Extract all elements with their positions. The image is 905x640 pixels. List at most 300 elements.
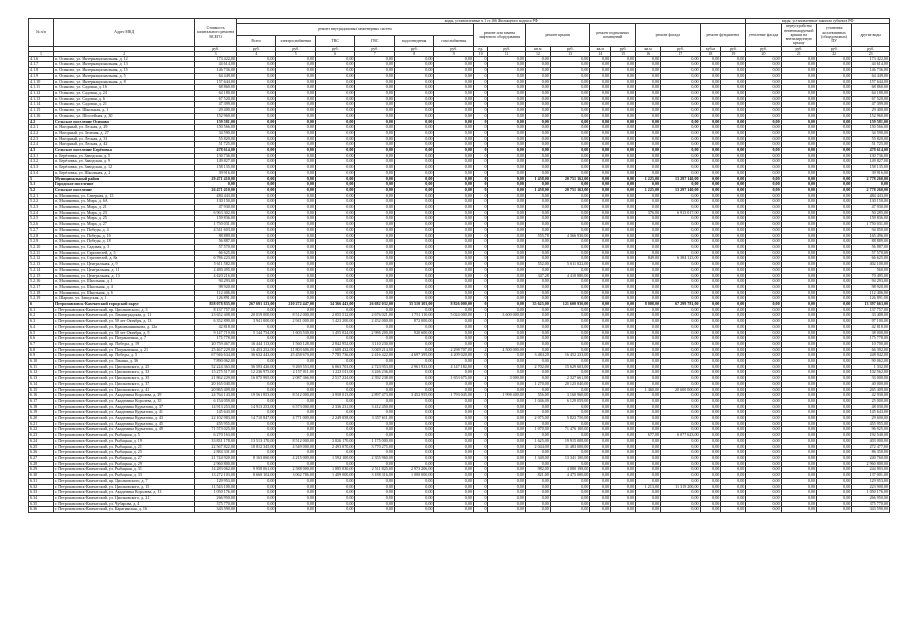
value-cell: 0,00 (236, 108, 276, 114)
value-cell: 0,00 (781, 404, 816, 410)
value-cell: 0,00 (590, 262, 611, 268)
value-cell: 0,00 (590, 113, 611, 119)
value-cell: 0,00 (434, 279, 474, 285)
value-cell: 26 682 032,00 (355, 302, 395, 308)
value-cell: 267 691 123,00 (236, 302, 276, 308)
address-cell: п. Малиновка, ул. Мира, д. 23 (53, 210, 194, 216)
value-cell: 0 (473, 387, 488, 393)
value-cell: 0,00 (525, 290, 550, 296)
value-cell: 343 590,00 (852, 507, 890, 513)
row-number-cell: 6.8 (29, 347, 54, 353)
value-cell: 0,00 (721, 490, 746, 496)
row-number-cell: 6.6 (29, 336, 54, 342)
address-cell: п. Берёзовка, ул. Школьная, д. 2 (53, 170, 194, 176)
value-cell: 0,00 (590, 267, 611, 273)
address-cell: г. Петропавловск-Камчатский, ул. Пограничная, д. 21 (53, 347, 194, 353)
value-cell: 0,00 (590, 416, 611, 422)
value-cell: 0,00 (781, 364, 816, 370)
value-cell: 0,00 (276, 427, 316, 433)
value-cell: 0,00 (394, 159, 434, 165)
value-cell: 0,00 (781, 273, 816, 279)
value-cell: 0,00 (590, 148, 611, 154)
value-cell: 0,00 (394, 136, 434, 142)
col-cost-header: Стоимость капитального ремонта ВСЕГО (195, 19, 237, 47)
value-cell: 4 080 198,00 (550, 467, 590, 473)
value-cell: 0,00 (781, 438, 816, 444)
value-cell: 0,00 (746, 490, 781, 496)
value-cell: 0,00 (611, 501, 636, 507)
value-cell: 0,00 (636, 85, 661, 91)
value-cell: 2 884 331,00 (195, 450, 237, 456)
value-cell: 0,00 (721, 364, 746, 370)
value-cell: 0,00 (817, 262, 852, 268)
value-cell: 0,00 (355, 450, 395, 456)
value-cell: 0,00 (817, 387, 852, 393)
value-cell: 0,00 (746, 148, 781, 154)
value-cell: 0,00 (721, 182, 746, 188)
value-cell: 2 075,00 (525, 416, 550, 422)
value-cell: 0,00 (611, 79, 636, 85)
row-number-cell: 5.2 (29, 187, 54, 193)
value-cell: 0,00 (746, 227, 781, 233)
value-cell: 0,00 (315, 490, 355, 496)
value-cell: 0,00 (661, 159, 701, 165)
value-cell: 0,00 (394, 290, 434, 296)
value-cell: 0,00 (721, 199, 746, 205)
value-cell: 0,00 (700, 233, 721, 239)
row-number-cell: 5.2.9 (29, 239, 54, 245)
value-cell: 25 000,00 (852, 398, 890, 404)
group-federal-header: виды, установленные ч.1 ст.166 Жилищного кодекса РФ (236, 19, 745, 24)
value-cell: 0,00 (700, 148, 721, 154)
value-cell: 0,00 (434, 165, 474, 171)
value-cell: 0,00 (700, 125, 721, 131)
value-cell: 0,00 (434, 170, 474, 176)
value-cell: 0,00 (721, 170, 746, 176)
value-cell: 0 (473, 273, 488, 279)
value-cell: 0,00 (611, 296, 636, 302)
value-cell: 0,00 (276, 113, 316, 119)
value-cell: 20 125 040,00 (550, 381, 590, 387)
value-cell: 159 581,00 (195, 119, 237, 125)
value-cell: 0,00 (611, 227, 636, 233)
value-cell: 3 062 786,00 (276, 473, 316, 479)
value-cell: 25 467 229,00 (195, 347, 237, 353)
value-cell: 0,00 (525, 102, 550, 108)
value-cell: 0,00 (394, 142, 434, 148)
value-cell: 0,00 (355, 73, 395, 79)
value-cell: 0,00 (611, 170, 636, 176)
value-cell: 2 778 260,00 (852, 187, 890, 193)
value-cell: 5 611 582,00 (195, 262, 237, 268)
value-cell: 0,00 (590, 153, 611, 159)
value-cell: 0,00 (355, 210, 395, 216)
value-cell: 0,00 (721, 250, 746, 256)
value-cell: 2 973 206,00 (394, 467, 434, 473)
value-cell: 0,00 (781, 79, 816, 85)
value-cell: 0,00 (488, 427, 525, 433)
value-cell: 0,00 (781, 170, 816, 176)
row-number-cell: 4.3 (29, 148, 54, 154)
value-cell: 0,00 (590, 364, 611, 370)
value-cell: 4 410 880,00 (550, 273, 590, 279)
value-cell: 0,00 (434, 461, 474, 467)
address-cell: г. Петропавловск-Камчатский, ул. Рыбацкая, д. 27 (53, 456, 194, 462)
value-cell: 0,00 (394, 244, 434, 250)
value-cell: 0,00 (746, 421, 781, 427)
value-cell: 0,00 (488, 79, 525, 85)
value-cell: 1 340,00 (525, 456, 550, 462)
value-cell: 0,00 (434, 73, 474, 79)
col-lift-header: ремонт или замена лифтового оборудования (473, 24, 525, 46)
address-cell: г. Петропавловск-Камчатский, ул. Циолковского, д. 15 (53, 484, 194, 490)
value-cell: 0 (473, 142, 488, 148)
value-cell: 0,00 (488, 176, 525, 182)
row-number-cell: 6.7 (29, 341, 54, 347)
value-cell: 0,00 (781, 376, 816, 382)
value-cell: 0,00 (721, 284, 746, 290)
value-cell: 44 614,00 (852, 62, 890, 68)
value-cell: 0,00 (700, 416, 721, 422)
value-cell: 0,00 (550, 119, 590, 125)
value-cell: 0,00 (721, 165, 746, 171)
value-cell: 0,00 (746, 125, 781, 131)
column-index-cell: 3 (195, 51, 237, 56)
value-cell: 16 444 113,00 (236, 341, 276, 347)
value-cell: 1 070,00 (525, 427, 550, 433)
value-cell: 0,00 (611, 484, 636, 490)
value-cell: 272 477,00 (852, 444, 890, 450)
value-cell: 0,00 (590, 130, 611, 136)
value-cell: 0,00 (590, 450, 611, 456)
value-cell: 0,00 (636, 216, 661, 222)
value-cell: 0,00 (817, 416, 852, 422)
value-cell: 0,00 (817, 336, 852, 342)
value-cell: 8 660 102,00 (236, 473, 276, 479)
unit-cell: руб. (611, 46, 636, 51)
value-cell: 2 336 231,00 (315, 404, 355, 410)
value-cell: 0,00 (611, 205, 636, 211)
value-cell: 42 930,00 (852, 393, 890, 399)
value-cell: 94 293,00 (195, 279, 237, 285)
value-cell: 0,00 (434, 273, 474, 279)
value-cell: 0,00 (746, 91, 781, 97)
value-cell: 0,00 (817, 239, 852, 245)
value-cell: 0,00 (746, 341, 781, 347)
value-cell: 0,00 (746, 484, 781, 490)
value-cell: 13 297 140,00 (661, 176, 701, 182)
address-cell: г. Петропавловск-Камчатский, ул. Рыбацкая, д. 21 (53, 444, 194, 450)
value-cell: 0 (473, 125, 488, 131)
row-number-cell: 6.20 (29, 416, 54, 422)
value-cell: 2 249 058,00 (315, 416, 355, 422)
value-cell: 0,00 (355, 495, 395, 501)
value-cell: 0,00 (781, 387, 816, 393)
value-cell: 29 471 410,00 (195, 176, 237, 182)
value-cell: 0,00 (394, 79, 434, 85)
value-cell: 0,00 (434, 68, 474, 74)
value-cell: 0,00 (817, 507, 852, 513)
value-cell: 0,00 (721, 393, 746, 399)
value-cell: 0,00 (661, 91, 701, 97)
value-cell: 0,00 (700, 302, 721, 308)
value-cell: 0,00 (636, 341, 661, 347)
value-cell: 4 771 000,00 (276, 416, 316, 422)
value-cell: 0,00 (525, 216, 550, 222)
value-cell: 0,00 (781, 153, 816, 159)
value-cell: 0,00 (590, 176, 611, 182)
value-cell: 0,00 (525, 387, 550, 393)
value-cell: 0,00 (700, 182, 721, 188)
value-cell: 0,00 (550, 153, 590, 159)
value-cell: 0,00 (661, 336, 701, 342)
value-cell: 0,00 (236, 142, 276, 148)
value-cell: 0,00 (746, 398, 781, 404)
value-cell: 0,00 (590, 85, 611, 91)
value-cell: 0,00 (590, 490, 611, 496)
value-cell: 71 476 100,00 (550, 427, 590, 433)
value-cell: 0,00 (276, 205, 316, 211)
value-cell: 0,00 (488, 113, 525, 119)
value-cell: 0,00 (488, 222, 525, 228)
row-number-cell: 6.10 (29, 359, 54, 365)
value-cell: 0,00 (590, 507, 611, 513)
value-cell: 0,00 (276, 165, 316, 171)
value-cell: 13 297 140,00 (661, 187, 701, 193)
value-cell: 0,00 (636, 336, 661, 342)
value-cell: 0,00 (525, 222, 550, 228)
value-cell: 0,00 (852, 182, 890, 188)
value-cell: 0,00 (236, 398, 276, 404)
value-cell: 6 270 163,00 (195, 433, 237, 439)
value-cell: 0,00 (590, 484, 611, 490)
value-cell: 0,00 (355, 91, 395, 97)
value-cell: 0,00 (550, 68, 590, 74)
value-cell: 0,00 (817, 56, 852, 62)
value-cell: 0,00 (700, 433, 721, 439)
value-cell: 0,00 (746, 108, 781, 114)
value-cell: 0,00 (394, 210, 434, 216)
value-cell: 0,00 (636, 244, 661, 250)
value-cell: 3 160 960,00 (550, 393, 590, 399)
value-cell: 0,00 (781, 62, 816, 68)
value-cell: 0,00 (611, 119, 636, 125)
value-cell: 0 (473, 490, 488, 496)
address-cell: Сельское поселение Берёзовка (53, 148, 194, 154)
value-cell: 0,00 (746, 507, 781, 513)
value-cell: 0,00 (661, 359, 701, 365)
value-cell: 0,00 (817, 222, 852, 228)
value-cell: 0,00 (611, 130, 636, 136)
value-cell: 6 352 899,00 (195, 319, 237, 325)
value-cell: 2 055 512,00 (315, 313, 355, 319)
value-cell: 0,00 (315, 108, 355, 114)
value-cell: 0,00 (276, 68, 316, 74)
value-cell: 158 135,00 (195, 165, 237, 171)
col-heat-header: ТВС (315, 35, 355, 46)
value-cell: 0,00 (611, 347, 636, 353)
value-cell: 0,00 (236, 102, 276, 108)
value-cell: 0,00 (590, 62, 611, 68)
value-cell: 0,00 (817, 359, 852, 365)
value-cell: 0,00 (276, 244, 316, 250)
value-cell: 0,00 (315, 176, 355, 182)
value-cell: 0,00 (611, 507, 636, 513)
value-cell: 70 495,00 (852, 273, 890, 279)
value-cell: 14 913 253,00 (195, 404, 237, 410)
value-cell: 67 520,00 (852, 96, 890, 102)
value-cell: 0,00 (661, 370, 701, 376)
value-cell: 0,00 (550, 56, 590, 62)
value-cell: 0,00 (721, 313, 746, 319)
value-cell: 0,00 (721, 438, 746, 444)
value-cell: 0,00 (525, 450, 550, 456)
row-number-cell: 4.1.6 (29, 56, 54, 62)
value-cell: 0,00 (525, 205, 550, 211)
value-cell: 0,00 (746, 205, 781, 211)
value-cell: 0,00 (315, 421, 355, 427)
value-cell: 0,00 (721, 142, 746, 148)
value-cell: 2 087 366,00 (276, 376, 316, 382)
value-cell: 0,00 (636, 73, 661, 79)
value-cell: 0,00 (434, 193, 474, 199)
value-cell: 0,00 (315, 262, 355, 268)
value-cell: 0,00 (590, 210, 611, 216)
value-cell: 0,00 (525, 182, 550, 188)
value-cell: 0,00 (355, 199, 395, 205)
value-cell: 1 225,00 (636, 176, 661, 182)
value-cell: 64 449,00 (195, 73, 237, 79)
value-cell: 0,00 (661, 205, 701, 211)
value-cell: 2 842 952,00 (315, 341, 355, 347)
value-cell: 0,00 (781, 444, 816, 450)
value-cell: 849,00 (636, 256, 661, 262)
value-cell: 0,00 (434, 484, 474, 490)
value-cell: 0,00 (636, 410, 661, 416)
value-cell: 0,00 (721, 210, 746, 216)
value-cell: 0,00 (781, 501, 816, 507)
value-cell: 68 860,00 (852, 85, 890, 91)
value-cell: 0,00 (661, 244, 701, 250)
value-cell: 0,00 (276, 102, 316, 108)
row-number-cell: 4.3.1 (29, 153, 54, 159)
value-cell: 1 653 675,00 (434, 376, 474, 382)
value-cell: 0,00 (394, 273, 434, 279)
value-cell: 0,00 (661, 450, 701, 456)
value-cell: 19 915 008,00 (550, 438, 590, 444)
value-cell: 0,00 (276, 307, 316, 313)
value-cell: 0,00 (781, 427, 816, 433)
value-cell: 0,00 (746, 165, 781, 171)
value-cell: 0,00 (236, 227, 276, 233)
value-cell: 0,00 (488, 62, 525, 68)
value-cell: 0,00 (525, 507, 550, 513)
value-cell: 0,00 (355, 284, 395, 290)
value-cell: 0,00 (276, 85, 316, 91)
value-cell: 0,00 (236, 165, 276, 171)
value-cell: 0,00 (590, 182, 611, 188)
value-cell: 9 269 553,00 (276, 364, 316, 370)
address-cell: п. Берёзовка, ул. Заводская, д. 12 (53, 165, 194, 171)
value-cell: 0,00 (355, 193, 395, 199)
value-cell: 0,00 (236, 262, 276, 268)
value-cell: 1 423 200,00 (315, 319, 355, 325)
value-cell: 0,00 (781, 108, 816, 114)
value-cell: 2 044,00 (525, 444, 550, 450)
value-cell: 0,00 (550, 216, 590, 222)
row-number-cell: 6.19 (29, 410, 54, 416)
value-cell: 1 223 011,00 (315, 370, 355, 376)
address-cell: п. Малиновка, ул. Победы, д. 4 (53, 227, 194, 233)
row-number-cell: 6.36 (29, 507, 54, 513)
value-cell: 0 (473, 324, 488, 330)
value-cell: 0,00 (434, 119, 474, 125)
value-cell: 0,00 (550, 165, 590, 171)
address-cell: г. Петропавловск-Камчатский, ул. Академика Курчатова, д. 49 (53, 427, 194, 433)
value-cell: 0,00 (394, 347, 434, 353)
value-cell: 51 725,00 (852, 142, 890, 148)
value-cell: 0,00 (661, 467, 701, 473)
value-cell: 0,00 (525, 108, 550, 114)
value-cell: 0,00 (746, 427, 781, 433)
value-cell: 0 (473, 410, 488, 416)
value-cell: 0,00 (781, 302, 816, 308)
value-cell: 0 (473, 290, 488, 296)
value-cell: 0,00 (746, 319, 781, 325)
value-cell: 0,00 (781, 176, 816, 182)
value-cell: 0,00 (525, 370, 550, 376)
address-cell: п. Нагорный, ул. Лесная, д. 42 (53, 142, 194, 148)
value-cell: 266 950,00 (195, 495, 237, 501)
value-cell: 8 008,00 (636, 302, 661, 308)
value-cell: 0,00 (315, 119, 355, 125)
value-cell: 0,00 (700, 102, 721, 108)
value-cell: 0,00 (355, 490, 395, 496)
value-cell: 0,00 (700, 290, 721, 296)
value-cell: 0,00 (276, 290, 316, 296)
value-cell: 0,00 (488, 359, 525, 365)
value-cell: 11 803 606,00 (276, 347, 316, 353)
value-cell: 0,00 (700, 96, 721, 102)
row-number-cell: 6 (29, 302, 54, 308)
value-cell: 0,00 (661, 495, 701, 501)
value-cell: 0,00 (276, 142, 316, 148)
row-number-cell: 6.15 (29, 387, 54, 393)
value-cell: 0,00 (781, 456, 816, 462)
unit-cell: ед. (473, 46, 488, 51)
value-cell: 0,00 (525, 324, 550, 330)
value-cell: 0,00 (700, 341, 721, 347)
value-cell: 0,00 (721, 296, 746, 302)
value-cell: 0,00 (700, 222, 721, 228)
row-number-cell: 4.1.13 (29, 96, 54, 102)
value-cell: 0,00 (611, 336, 636, 342)
value-cell: 9 958 061,00 (236, 467, 276, 473)
value-cell: 0,00 (611, 393, 636, 399)
value-cell: 0 (473, 222, 488, 228)
value-cell: 0,00 (315, 381, 355, 387)
value-cell: 0,00 (817, 284, 852, 290)
value-cell: 6 129 059,00 (550, 398, 590, 404)
value-cell: 0,00 (434, 85, 474, 91)
value-cell: 0,00 (488, 507, 525, 513)
value-cell: 0,00 (611, 182, 636, 188)
value-cell: 0,00 (394, 108, 434, 114)
row-number-cell: 5.2.6 (29, 222, 54, 228)
value-cell: 1 750 031,00 (195, 222, 237, 228)
value-cell: 1 998 400,00 (488, 393, 525, 399)
value-cell: 0,00 (636, 296, 661, 302)
